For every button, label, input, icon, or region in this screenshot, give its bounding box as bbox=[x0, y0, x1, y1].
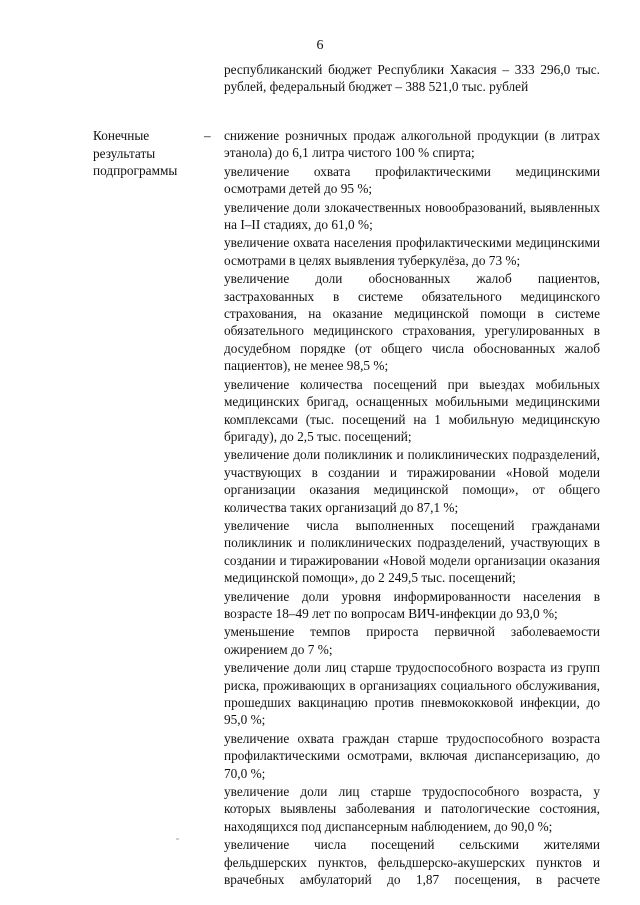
result-item: увеличение охвата населения профилактическими медицинскими осмотрами в целях выявления туберкулёза, до 73 %; bbox=[224, 235, 600, 268]
result-item: увеличение охвата граждан старше трудоспособного возраста профилактическими осмотрами, включая диспансеризацию, до 70,0 %; bbox=[224, 730, 600, 781]
budget-text: республиканский бюджет Республики Хакасия – 333 296,0 тыс. рублей, федеральный бюджет – 388 521,0 тыс. рублей bbox=[224, 62, 600, 95]
scan-speck bbox=[176, 838, 179, 840]
result-item: увеличение доли злокачественных новообразований, выявленных на I–II стадиях, до 61,0 %; bbox=[224, 199, 600, 233]
result-item: увеличение доли лиц старше трудоспособного возраста из групп риска, проживающих в организациях социального обслуживания, прошедших вакцинацию против пневмококковой инфекции, до 95,0 %; bbox=[224, 660, 600, 728]
label-dash: – bbox=[204, 128, 211, 143]
page-number: 6 bbox=[316, 38, 324, 53]
result-item: увеличение доли обоснованных жалоб пациентов, застрахованных в системе обязательного медицинского страхования, на оказание медицинской помощи в системе обязательного медицинского страхования, урегулированных в досудебном порядке (от общего числа обоснованных жалоб пациентов), не менее 98,5 %; bbox=[224, 271, 600, 374]
section-label: Конечные результаты подпрограммы bbox=[93, 128, 178, 179]
result-item: уменьшение темпов прироста первичной заболеваемости ожирением до 7 %; bbox=[224, 624, 600, 657]
results-list bbox=[224, 127, 600, 889]
result-item: увеличение доли лиц старше трудоспособного возраста, у которых выявлены заболевания и патологические состояния, находящихся под диспансерным наблюдением, до 90,0 %; bbox=[224, 784, 600, 834]
result-item: увеличение числа выполненных посещений гражданами поликлиник и поликлинических подразделений, участвующих в создании и тиражировании «Новой модели организации оказания медицинской помощи», до 2 249,5 тыс. посещений; bbox=[224, 517, 600, 586]
result-item: увеличение доли поликлиник и поликлинических подразделений, участвующих в создании и тиражировании «Новой модели организации оказания медицинской помощи», от общего количества таких организаций до 87,1 %; bbox=[224, 447, 600, 515]
result-item: увеличение охвата профилактическими медицинскими осмотрами детей до 95 %; bbox=[224, 163, 600, 197]
result-item: увеличение числа посещений сельскими жителями фельдшерских пунктов, фельдшерско-акушерских пунктов и врачебных амбулаторий до 1,87 посещения, в расчете bbox=[224, 837, 600, 888]
result-item: увеличение количества посещений при выездах мобильных медицинских бригад, оснащенных мобильными медицинскими комплексами (тыс. посещений на 1 мобильную медицинскую бригаду), до 2,5 тыс. посещений; bbox=[224, 376, 600, 444]
result-item: снижение розничных продаж алкогольной продукции (в литрах этанола) до 6,1 литра чистого 100 % спирта; bbox=[224, 128, 600, 161]
result-item: увеличение доли уровня информированности населения в возрасте 18–49 лет по вопросам ВИЧ-инфекции до 93,0 %; bbox=[224, 588, 600, 621]
